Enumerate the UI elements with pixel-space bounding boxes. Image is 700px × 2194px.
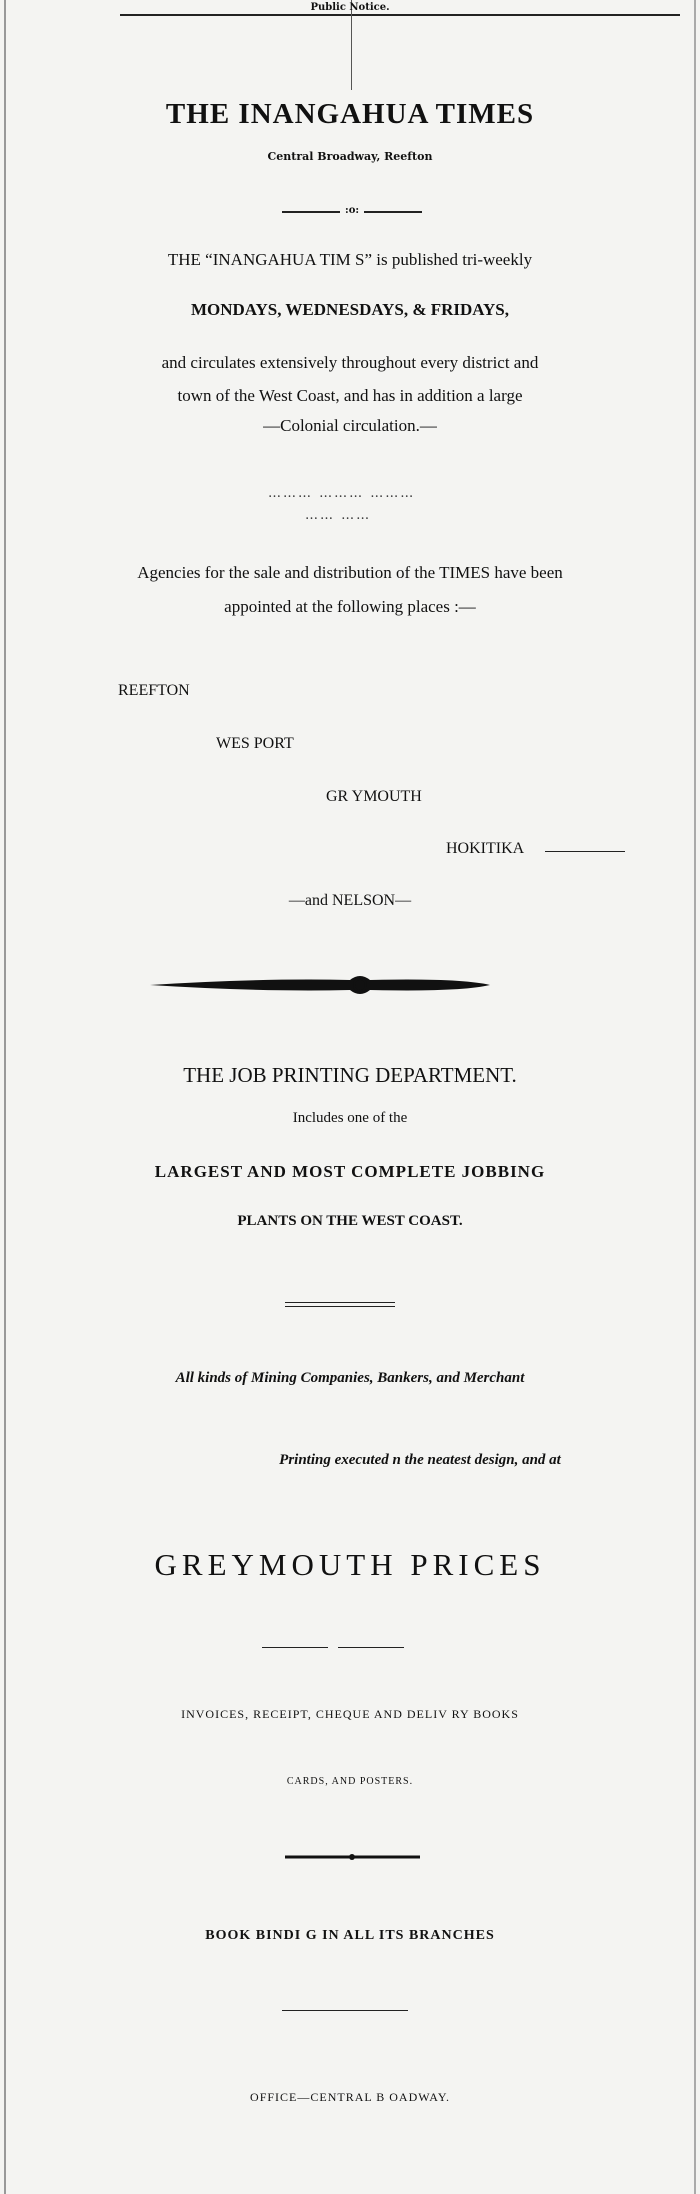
page-edge-left [4,0,6,2194]
section-rule-2b [338,1647,404,1648]
office-address: OFFICE—CENTRAL B OADWAY. [250,2090,450,2104]
intro-line-4: town of the West Coast, and has in addition a large [177,386,523,405]
masthead-divider-right [364,211,422,213]
products-line-2: CARDS, AND POSTERS. [286,1776,414,1787]
agencies-line-1: Agencies for the sale and distribution of the TIMES have been [137,563,563,582]
place-reefton: REEFTON [118,682,190,699]
section-ornament-3 [0,1852,700,1862]
section-rule-2a [262,1647,328,1648]
intro-line-5: —Colonial circulation.— [263,416,437,435]
publication-days: MONDAYS, WEDNESDAYS, & FRIDAYS, [190,300,510,319]
section-rule-4 [282,2010,408,2011]
book-binding: BOOK BINDI G IN ALL ITS BRANCHES [205,1928,495,1943]
jobbing-plants-line-1: LARGEST AND MOST COMPLETE JOBBING [154,1162,546,1181]
printing-line-1: All kinds of Mining Companies, Bankers, and Merchant [175,1370,525,1386]
masthead-address: Central Broadway, Reefton [267,150,433,163]
agencies-line-2: appointed at the following places :— [224,597,476,616]
pen-divider-ornament [0,968,700,998]
job-department-subtitle: Includes one of the [292,1110,408,1126]
section-rule-1b [285,1306,395,1307]
section-rule-1 [285,1302,395,1303]
greymouth-prices: GREYMOUTH PRICES [154,1547,546,1582]
fold-line [351,0,352,90]
job-department-title: THE JOB PRINTING DEPARTMENT. [183,1063,517,1087]
printing-line-2: Printing executed n the neatest design, and at [279,1452,561,1468]
jobbing-plants-line-2: PLANTS ON THE WEST COAST. [237,1213,463,1229]
hokitika-rule [545,851,625,852]
dotted-ornament-small: …… …… [305,508,372,523]
place-westport: WES PORT [216,735,294,752]
masthead-divider-left [282,211,340,213]
intro-line-3: and circulates extensively throughout every district and [161,353,539,372]
dotted-ornament: ……… ……… ……… [268,486,416,501]
intro-line-1: THE “INANGAHUA TIM S” is published tri-weekly [167,250,533,269]
products-line-1: INVOICES, RECEIPT, CHEQUE AND DELIV RY BOOKS [181,1707,519,1721]
top-rule [120,14,680,16]
page-edge-right [694,0,696,2194]
place-greymouth: GR YMOUTH [326,788,422,805]
public-notice-label: Public Notice. [310,2,390,13]
masthead-divider-mark: :o: [345,205,360,216]
place-hokitika: HOKITIKA [446,840,525,857]
place-nelson: —and NELSON— [288,892,412,909]
masthead-title: THE INANGAHUA TIMES [165,98,535,130]
